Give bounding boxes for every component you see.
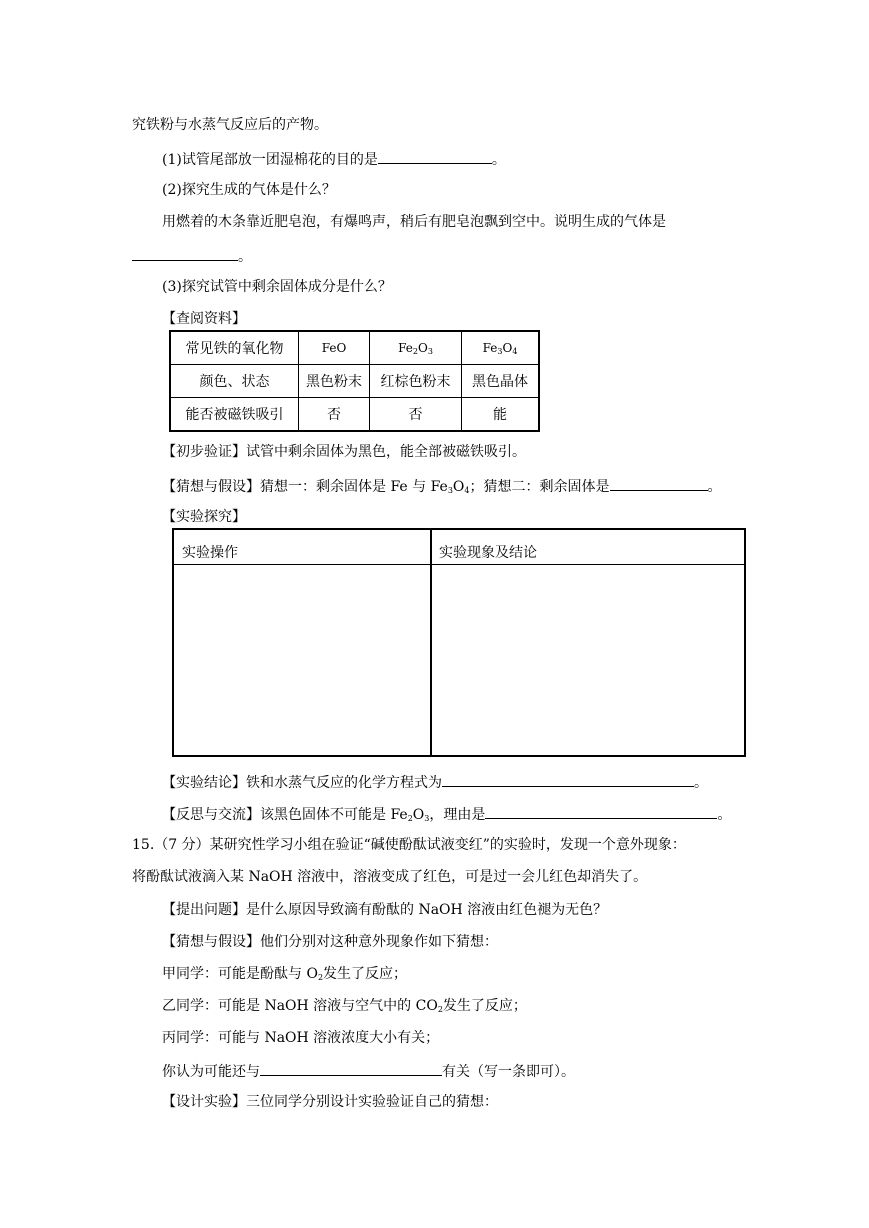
answer-blank-1[interactable] xyxy=(378,149,492,164)
answer-blank-2[interactable] xyxy=(132,246,238,261)
intro-text: 究铁粉与水蒸气反应后的产物。 xyxy=(132,117,328,133)
table-cell: 红棕色粉末 xyxy=(370,365,462,398)
question-2-answer xyxy=(132,246,252,266)
iron-oxide-table xyxy=(169,330,540,432)
experiment-table xyxy=(172,528,746,757)
table-cell: 否 xyxy=(370,398,462,432)
question-3: (3)探究试管中剩余固体成分是什么？ xyxy=(162,279,392,295)
initial-verification: 【初步验证】试管中剩余固体为黑色，能全部被磁铁吸引。 xyxy=(162,444,526,460)
answer-blank-5[interactable] xyxy=(485,804,717,819)
period: 。 xyxy=(238,249,252,265)
table-cell: 黑色晶体 xyxy=(462,365,540,398)
table-row xyxy=(170,331,539,365)
question-1-text: (1)试管尾部放一团湿棉花的目的是 xyxy=(162,152,378,168)
table-cell: 黑色粉末 xyxy=(299,365,370,398)
question-15-line-2: 将酚酞试液滴入某 NaOH 溶液中，溶液变成了红色，可是过一会儿红色却消失了。 xyxy=(132,869,648,885)
table-cell: FeO xyxy=(299,331,370,365)
student-jia: 甲同学：可能是酚酞与 $O_2$发生了反应； xyxy=(162,966,408,982)
raise-question: 【提出问题】是什么原因导致滴有酚酞的 NaOH 溶液由红色褪为无色？ xyxy=(162,902,608,918)
student-bing: 丙同学：可能与 NaOH 溶液浓度大小有关； xyxy=(162,1030,440,1046)
experiment-conclusion: 【实验结论】铁和水蒸气反应的化学方程式为 。 xyxy=(162,772,708,792)
your-hypothesis: 你认为可能还与 有关（写一条即可）。 xyxy=(162,1061,575,1081)
table-row xyxy=(170,365,539,398)
operation-answer-area[interactable] xyxy=(174,566,430,755)
hypothesis-intro: 【猜想与假设】他们分别对这种意外现象作如下猜想： xyxy=(162,934,498,950)
table-cell: 否 xyxy=(299,398,370,432)
question-2-description: 用燃着的木条靠近肥皂泡，有爆鸣声，稍后有肥皂泡飘到空中。说明生成的气体是 xyxy=(162,214,666,230)
answer-blank-6[interactable] xyxy=(260,1061,442,1076)
table-row xyxy=(170,398,539,432)
table-cell: 常见铁的氧化物 xyxy=(170,331,299,365)
question-15-line-1: 15.（7 分）某研究性学习小组在验证“碱使酚酞试液变红”的实验时，发现一个意外现象： xyxy=(132,837,686,853)
design-experiment: 【设计实验】三位同学分别设计实验验证自己的猜想： xyxy=(162,1094,498,1110)
question-2: (2)探究生成的气体是什么？ xyxy=(162,182,336,198)
table-cell: 能否被磁铁吸引 xyxy=(170,398,299,432)
column-header-observation: 实验现象及结论 xyxy=(439,545,537,561)
table-cell: $Fe_2O_3$ xyxy=(370,331,462,365)
reflection-line: 【反思与交流】该黑色固体不可能是 $Fe_2O_3$，理由是 。 xyxy=(162,804,731,824)
answer-blank-4[interactable] xyxy=(442,772,694,787)
table-cell: 能 xyxy=(462,398,540,432)
section-explore: 【实验探究】 xyxy=(162,509,246,525)
column-header-operation: 实验操作 xyxy=(182,545,238,561)
answer-blank-3[interactable] xyxy=(610,476,708,491)
table-cell: $Fe_3O_4$ xyxy=(462,331,540,365)
observation-answer-area[interactable] xyxy=(432,566,744,755)
table-cell: 颜色、状态 xyxy=(170,365,299,398)
question-1 xyxy=(162,149,506,169)
period: 。 xyxy=(491,152,506,168)
section-lookup: 【查阅资料】 xyxy=(162,311,246,327)
student-yi: 乙同学：可能是 NaOH 溶液与空气中的 $CO_2$发生了反应； xyxy=(162,998,527,1014)
hypothesis-line: 【猜想与假设】猜想一：剩余固体是 Fe 与 $Fe_3O_4$；猜想二：剩余固体是 。 xyxy=(162,476,722,496)
